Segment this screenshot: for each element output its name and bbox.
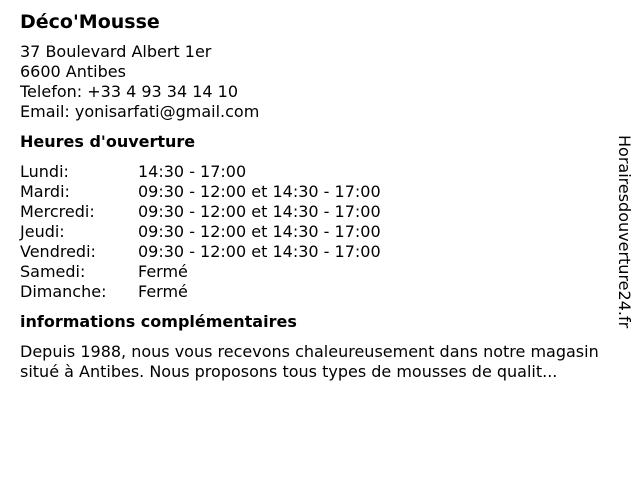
day-label: Dimanche: [20,282,107,301]
opening-hours-table [20,162,632,302]
day-hours: 09:30 - 12:00 et 14:30 - 17:00 [138,222,381,241]
email-address: Email: yonisarfati@gmail.com [20,102,260,121]
day-hours: Fermé [138,262,188,281]
hours-row-dimanche [20,282,632,302]
day-label: Mercredi: [20,202,95,221]
opening-hours-heading: Heures d'ouverture [20,132,196,151]
hours-row-lundi [20,162,632,182]
address-street: 37 Boulevard Albert 1er [20,42,212,61]
hours-row-vendredi [20,242,632,262]
additional-info-text: Depuis 1988, nous vous recevons chaleureusement dans notre magasin situé à Antibes. Nous proposons tous types de mousses de qualit... [20,342,599,381]
day-hours: 09:30 - 12:00 et 14:30 - 17:00 [138,202,381,221]
store-name: Déco'Mousse [20,11,160,33]
day-hours: Fermé [138,282,188,301]
day-label: Vendredi: [20,242,96,261]
address-city: 6600 Antibes [20,62,126,81]
day-label: Jeudi: [20,222,65,241]
hours-row-mercredi [20,202,632,222]
day-hours: 14:30 - 17:00 [138,162,247,181]
additional-info-heading: informations complémentaires [20,312,297,331]
hours-row-jeudi [20,222,632,242]
day-label: Mardi: [20,182,70,201]
hours-row-samedi [20,262,632,282]
day-hours: 09:30 - 12:00 et 14:30 - 17:00 [138,182,381,201]
phone-number: Telefon: +33 4 93 34 14 10 [20,82,239,101]
hours-row-mardi [20,182,632,202]
day-label: Samedi: [20,262,86,281]
site-watermark: Horairesdouverture24.fr [615,135,634,329]
day-label: Lundi: [20,162,69,181]
day-hours: 09:30 - 12:00 et 14:30 - 17:00 [138,242,381,261]
store-card [20,10,632,382]
